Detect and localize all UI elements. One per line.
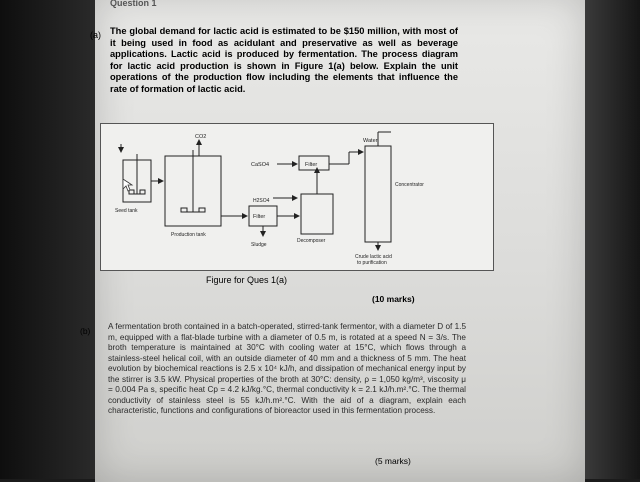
label-filter-middle: Filter [253, 214, 266, 220]
question-heading: Question 1 [110, 0, 157, 8]
decomposer-box [301, 194, 333, 234]
label-water: Water [363, 138, 378, 144]
part-a-marks: (10 marks) [372, 294, 415, 304]
desk-background-right [585, 0, 640, 479]
part-a-label: (a) [90, 30, 101, 40]
label-seed-tank: Seed tank [115, 208, 138, 214]
label-filter-top: Filter [305, 162, 318, 168]
concentrator-column [365, 146, 391, 242]
label-crude-line2: to purification [357, 260, 387, 266]
label-decomposer: Decomposer [297, 238, 326, 244]
part-a-text: The global demand for lactic acid is estimated to be $150 million, with most of it being used in food as acidulant and preservative as well as beverage applications. Lactic acid is produced by fermentation. The process diagram for lactic acid production is shown in Figure 1(a) below. Explain the unit operations of the production flow including the elements that influence the rate of formation of lactic acid. [110, 26, 458, 94]
label-production-tank: Production tank [171, 232, 206, 238]
process-diagram-svg [101, 124, 493, 270]
desk-background-left [0, 0, 95, 479]
part-b-marks: (5 marks) [375, 456, 411, 466]
mouse-pointer-icon [122, 178, 136, 197]
label-h2so4: H2SO4 [253, 198, 270, 204]
label-sludge: Sludge [251, 242, 267, 248]
part-b-label: (b) [80, 326, 91, 336]
label-crude-line1: Crude lactic acid [355, 254, 392, 260]
process-diagram [100, 123, 494, 271]
label-co2: CO2 [195, 134, 207, 140]
figure-caption: Figure for Ques 1(a) [206, 275, 288, 285]
label-caso4: CaSO4 [251, 162, 270, 168]
part-b-text: A fermentation broth contained in a batch-operated, stirred-tank fermentor, with a diameter D of 1.5 m, equipped with a flat-blade turbine with a diameter of 0.5 m, is rotated at a speed N = 3/s. The broth temperature is maintained at 30°C with cooling water at 15°C, which flows through a stainless-steel helical coil, with an outside diameter of 40 mm and a thickness of 5 mm. The heat evolution by biochemical reactions is 2.5 x 10⁴ kJ/h, and dissipation of mechanical energy input by the stirrer is 3.5 kW. Physical properties of the broth at 30°C: density, ρ = 1,050 kg/m³, viscosity μ = 0.004 Pa s, specific heat Cp = 4.2 kJ/kg.°C, thermal conductivity k = 2.1 kJ/h.m².°C. The thermal conductivity of stainless steel is 55 kJ/h.m².°C. With the aid of a diagram, explain each characteristic, functions and configurations of bioreactor used in this fermentation process. [108, 322, 466, 415]
label-concentrator: Concentrator [395, 182, 424, 188]
